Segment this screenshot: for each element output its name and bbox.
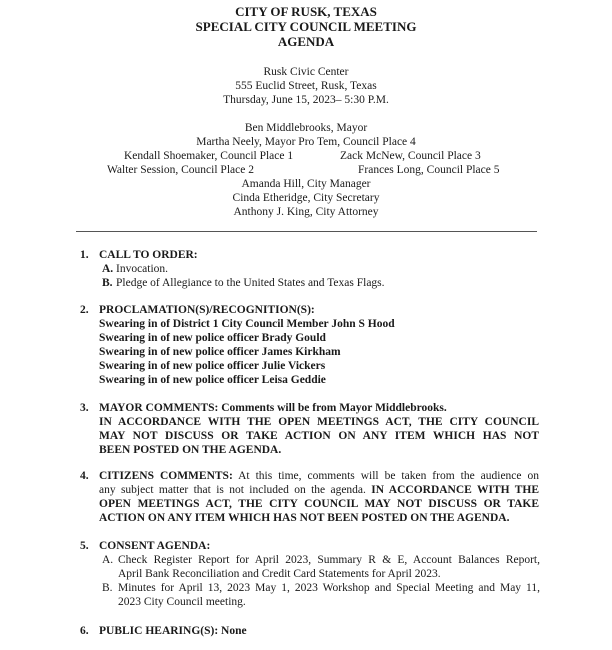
- item-number: 6.: [80, 625, 89, 637]
- sub-item-a-line-1: Check Register Report for April 2023, Summary R & E, Account Balances Report,: [118, 554, 540, 566]
- official-place-3: Zack McNew, Council Place 3: [340, 150, 481, 162]
- sub-item-a-letter: A.: [102, 554, 114, 566]
- official-manager: Amanda Hill, City Manager: [241, 178, 371, 190]
- venue: Rusk Civic Center: [263, 66, 349, 78]
- official-secretary: Cinda Etheridge, City Secretary: [232, 192, 380, 204]
- sub-item-b-line-1: Minutes for April 13, 2023 May 1, 2023 Workshop and Special Meeting and May 11,: [118, 582, 540, 594]
- item-number: 1.: [80, 249, 89, 261]
- city-title: CITY OF RUSK, TEXAS: [235, 4, 377, 19]
- official-place-5: Frances Long, Council Place 5: [358, 164, 500, 176]
- recognition-line: Swearing in of District 1 City Council Member John S Hood: [99, 318, 395, 330]
- sub-item-a: A. Invocation.: [102, 263, 169, 275]
- open-meetings-notice-line: IN ACCORDANCE WITH THE OPEN MEETINGS ACT, THE CITY COUNCIL: [99, 416, 539, 428]
- official-place-1: Kendall Shoemaker, Council Place 1: [124, 150, 294, 162]
- recognition-line: Swearing in of new police officer Brady Gould: [99, 332, 326, 344]
- item-number: 4.: [80, 470, 89, 482]
- item-number: 3.: [80, 402, 89, 414]
- recognition-line: Swearing in of new police officer Leisa Geddie: [99, 374, 326, 386]
- official-mayor: Ben Middlebrooks, Mayor: [244, 122, 368, 134]
- item-heading: PUBLIC HEARING(S): None: [99, 625, 247, 637]
- address: 555 Euclid Street, Rusk, Texas: [235, 80, 377, 92]
- item-heading: PROCLAMATION(S)/RECOGNITION(S):: [99, 304, 315, 316]
- divider-rule: [76, 231, 537, 232]
- open-meetings-notice-line: MAY NOT DISCUSS OR TAKE ACTION ON ANY ITEM WHICH HAS NOT: [99, 430, 539, 442]
- open-meetings-notice-line: ACTION ON ANY ITEM WHICH HAS NOT BEEN POSTED ON THE AGENDA.: [99, 512, 510, 524]
- item-number: 2.: [80, 304, 89, 316]
- item-heading: MAYOR COMMENTS: Comments will be from Mayor Middlebrooks.: [99, 402, 447, 414]
- open-meetings-notice-line: BEEN POSTED ON THE AGENDA.: [99, 444, 282, 456]
- recognition-line: Swearing in of new police officer James Kirkham: [99, 346, 341, 358]
- item-heading: CALL TO ORDER:: [99, 249, 198, 261]
- citizens-comments-line-1: CITIZENS COMMENTS: At this time, comments will be taken from the audience on: [99, 470, 539, 482]
- item-heading: CITIZENS COMMENTS:: [99, 470, 233, 482]
- open-meetings-notice-line: OPEN MEETINGS ACT, THE CITY COUNCIL MAY NOT DISCUSS OR TAKE: [99, 498, 539, 510]
- sub-item-b: B. Pledge of Allegiance to the United States and Texas Flags.: [102, 277, 385, 289]
- sub-item-a-line-2: April Bank Reconciliation and Credit Card Statements for April 2023.: [118, 568, 441, 580]
- recognition-line: Swearing in of new police officer Julie Vickers: [99, 360, 326, 372]
- official-attorney: Anthony J. King, City Attorney: [233, 206, 379, 218]
- official-mayor-pro-tem: Martha Neely, Mayor Pro Tem, Council Place 4: [196, 136, 416, 148]
- meeting-title: SPECIAL CITY COUNCIL MEETING: [195, 19, 417, 34]
- meeting-datetime: Thursday, June 15, 2023– 5:30 P.M.: [223, 94, 389, 106]
- citizens-comments-line-2: any subject matter that is not included on the agenda. IN ACCORDANCE WITH THE: [99, 484, 539, 496]
- official-place-2: Walter Session, Council Place 2: [107, 164, 254, 176]
- item-heading: CONSENT AGENDA:: [99, 540, 211, 552]
- sub-item-b-line-2: 2023 City Council meeting.: [118, 596, 246, 608]
- agenda-title: AGENDA: [277, 34, 335, 49]
- item-number: 5.: [80, 540, 89, 552]
- sub-item-b-letter: B.: [102, 582, 113, 594]
